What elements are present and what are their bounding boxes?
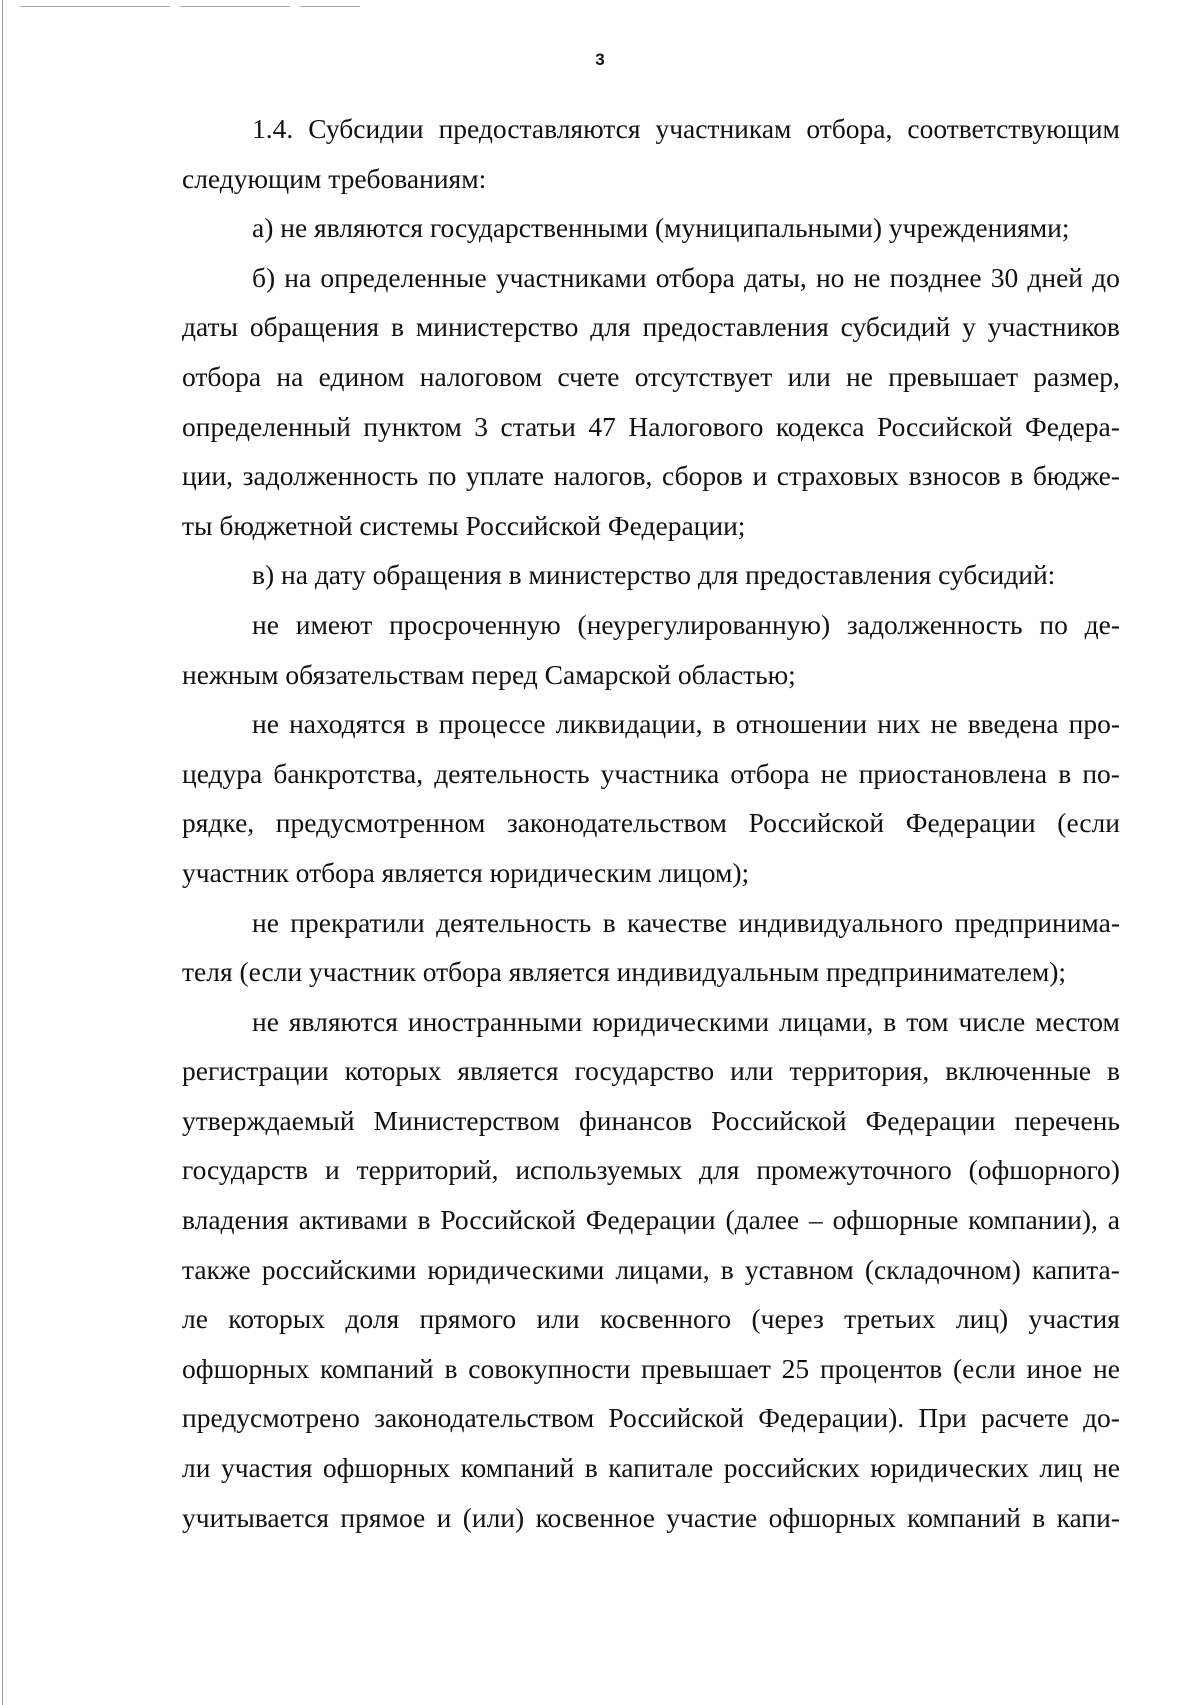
text-line: 1.4. Субсидии предоставляются участникам отбора, соответствующим: [252, 113, 1120, 144]
text-line: государств и территорий, используемых для промежуточного (офшорного): [182, 1154, 1120, 1186]
document-body: [182, 104, 1120, 1542]
text-line: в) на дату обращения в министерство для предоставления субсидий:: [252, 559, 1056, 591]
text-line: ле которых доля прямого или косвенного (через третьих лиц) участия: [182, 1303, 1120, 1335]
page-number: 3: [595, 50, 605, 69]
text-line: ты бюджетной системы Российской Федерации;: [182, 509, 746, 541]
text-line: не прекратили деятельность в качестве индивидуального предпринима-: [252, 906, 1120, 938]
scan-top-rule: [300, 6, 360, 7]
text-line: утверждаемый Министерством финансов Российской Федерации перечень: [182, 1104, 1120, 1136]
text-line: нежным обязательствам перед Самарской областью;: [182, 658, 796, 690]
text-line: определенный пунктом 3 статьи 47 Налогового кодекса Российской Федера-: [182, 410, 1120, 442]
text-line: также российскими юридическими лицами, в уставном (складочном) капита-: [182, 1253, 1120, 1285]
text-line: владения активами в Российской Федерации (далее – офшорные компании), а: [182, 1204, 1120, 1236]
text-line: офшорных компаний в совокупности превышает 25 процентов (если иное не: [182, 1352, 1120, 1384]
text-line: рядке, предусмотренном законодательством Российской Федерации (если: [182, 807, 1120, 839]
text-line: не являются иностранными юридическими лицами, в том числе местом: [252, 1005, 1120, 1037]
text-line: ции, задолженность по уплате налогов, сборов и страховых взносов в бюдже-: [182, 460, 1120, 492]
text-line: регистрации которых является государство или территория, включенные в: [182, 1055, 1120, 1087]
text-line: не имеют просроченную (неурегулированную) задолженность по де-: [252, 608, 1120, 640]
text-line: теля (если участник отбора является индивидуальным предпринимателем);: [182, 956, 1067, 988]
text-line: предусмотрено законодательством Российской Федерации). При расчете до-: [182, 1402, 1120, 1434]
text-line: ли участия офшорных компаний в капитале российских юридических лиц не: [182, 1452, 1120, 1484]
text-line: цедура банкротства, деятельность участника отбора не приостановлена в по-: [182, 757, 1120, 789]
scan-top-rule: [180, 6, 290, 7]
text-line: а) не являются государственными (муниципальными) учреждениями;: [252, 212, 1070, 244]
text-line: б) на определенные участниками отбора даты, но не позднее 30 дней до: [252, 261, 1120, 293]
text-line: следующим требованиям:: [182, 162, 487, 194]
text-line: отбора на едином налоговом счете отсутствует или не превышает размер,: [182, 360, 1120, 392]
text-line: даты обращения в министерство для предоставления субсидий у участников: [182, 311, 1120, 343]
text-line: учитывается прямое и (или) косвенное участие офшорных компаний в капи-: [182, 1501, 1120, 1533]
text-line: не находятся в процессе ликвидации, в отношении них не введена про-: [252, 708, 1120, 740]
scan-edge-line: [2, 0, 3, 1705]
scan-top-rule: [20, 6, 170, 7]
text-line: участник отбора является юридическим лицом);: [182, 856, 750, 888]
